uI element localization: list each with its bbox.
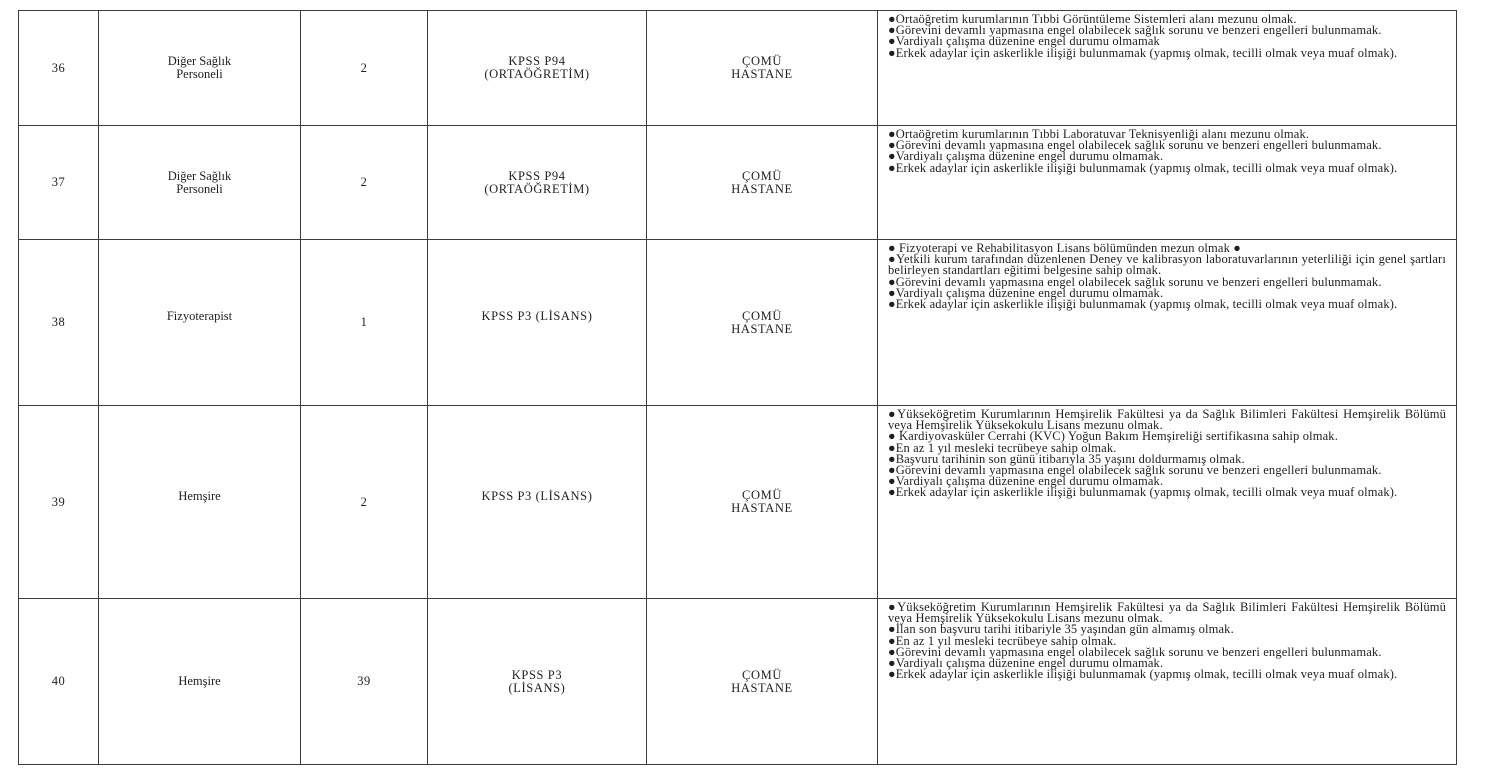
- position-title: [99, 126, 301, 240]
- requirement-item: ●Ortaöğretim kurumlarının Tıbbi Görüntüleme Sistemleri alanı mezunu olmak.: [888, 12, 1297, 26]
- position-count: 2: [301, 11, 428, 126]
- row-number: 38: [19, 240, 99, 406]
- requirement-item: ●Görevini devamlı yapmasına engel olabilecek sağlık sorunu ve benzeri engelleri bulunmamak.: [888, 463, 1382, 478]
- requirement-item: ●Görevini devamlı yapmasına engel olabilecek sağlık sorunu ve benzeri engelleri bulunmamak.: [888, 23, 1382, 38]
- position-title-line: Diğer Sağlık: [167, 168, 232, 183]
- requirements-cell: [878, 240, 1457, 406]
- row-number: 39: [19, 406, 99, 599]
- unit: [647, 406, 878, 599]
- exam-line: KPSS P94: [508, 54, 566, 68]
- unit: [647, 240, 878, 406]
- requirement-item: ●İlan son başvuru tarihi itibariyle 35 yaşından gün almamış olmak.: [888, 622, 1234, 637]
- requirement-item: ●Görevini devamlı yapmasına engel olabilecek sağlık sorunu ve benzeri engelleri bulunmamak.: [888, 644, 1382, 659]
- row-number: 37: [19, 126, 99, 240]
- row-number: 36: [19, 11, 99, 126]
- position-title-line: Diğer Sağlık: [167, 54, 232, 68]
- exam-line: KPSS P3: [511, 667, 563, 682]
- requirement-item: ●En az 1 yıl mesleki tecrübeye sahip olmak.: [888, 440, 1117, 455]
- positions-table: [18, 10, 1457, 765]
- unit-line: HASTANE: [731, 321, 793, 336]
- table-row: [19, 126, 1457, 240]
- requirement-item: ●Erkek adaylar için askerlikle ilişiği bulunmamak (yapmış olmak, tecilli olmak veya muaf olmak).: [888, 45, 1398, 60]
- exam-score-type: [428, 406, 647, 599]
- unit-line: HASTANE: [731, 680, 793, 695]
- requirement-item: ●Başvuru tarihinin son günü itibarıyla 35 yaşını doldurmamış olmak.: [888, 451, 1245, 466]
- requirement-item: ●Vardiyalı çalışma düzenine engel durumu olmamak.: [888, 474, 1164, 489]
- position-title-line: Fizyoterapist: [166, 309, 233, 323]
- requirement-item: ● Fizyoterapi ve Rehabilitasyon Lisans bölümünden mezun olmak ●: [888, 241, 1241, 255]
- unit: [647, 599, 878, 765]
- requirement-item: ●Vardiyalı çalışma düzenine engel durumu olmamak.: [888, 285, 1164, 300]
- requirement-item: ●Vardiyalı çalışma düzenine engel durumu olmamak.: [888, 656, 1164, 671]
- unit-line: ÇOMÜ: [742, 54, 782, 68]
- exam-score-type: [428, 599, 647, 765]
- table-row: [19, 11, 1457, 126]
- unit-line: HASTANE: [731, 181, 793, 196]
- requirements-cell: [878, 406, 1457, 599]
- requirement-item: ●Görevini devamlı yapmasına engel olabilecek sağlık sorunu ve benzeri engelleri bulunmamak.: [888, 274, 1382, 289]
- exam-score-type: [428, 240, 647, 406]
- requirement-item: ●Vardiyalı çalışma düzenine engel durumu olmamak.: [888, 149, 1164, 164]
- requirement-item: ●Erkek adaylar için askerlikle ilişiği bulunmamak (yapmış olmak, tecilli olmak veya muaf olmak).: [888, 667, 1398, 682]
- position-title: [99, 406, 301, 599]
- exam-line: KPSS P94: [508, 168, 566, 183]
- requirement-item: ●Yükseköğretim Kurumlarının Hemşirelik Fakültesi ya da Sağlık Bilimleri Fakültesi Hemşirelik Bölümü veya Hemşirelik Yüksekokulu Lisans mezunu olmak.: [888, 407, 1446, 433]
- position-title: [99, 240, 301, 406]
- table-row: [19, 599, 1457, 765]
- requirement-item: ●Görevini devamlı yapmasına engel olabilecek sağlık sorunu ve benzeri engelleri bulunmamak.: [888, 138, 1382, 153]
- unit-line: HASTANE: [731, 501, 793, 515]
- requirement-item: ● Kardiyovasküler Cerrahi (KVC) Yoğun Bakım Hemşireliği sertifikasına sahip olmak.: [888, 429, 1338, 444]
- position-count: 1: [301, 240, 428, 406]
- exam-score-type: [428, 11, 647, 126]
- exam-score-type: [428, 126, 647, 240]
- position-title-line: Personeli: [176, 181, 223, 196]
- requirements-cell: [878, 126, 1457, 240]
- exam-line: KPSS P3 (LİSANS): [481, 309, 593, 323]
- row-number: 40: [19, 599, 99, 765]
- table-row: [19, 406, 1457, 599]
- exam-line: (LİSANS): [508, 680, 566, 695]
- position-count: 2: [301, 406, 428, 599]
- position-title-line: Hemşire: [178, 674, 221, 688]
- requirement-item: ●Erkek adaylar için askerlikle ilişiği bulunmamak (yapmış olmak, tecilli olmak veya muaf olmak).: [888, 297, 1398, 312]
- document-page: [18, 10, 1456, 766]
- exam-line: (ORTAÖĞRETİM): [484, 181, 590, 196]
- exam-line: KPSS P3 (LİSANS): [481, 489, 593, 503]
- position-title: [99, 11, 301, 126]
- requirement-item: ●En az 1 yıl mesleki tecrübeye sahip olmak.: [888, 633, 1117, 648]
- exam-line: (ORTAÖĞRETİM): [484, 67, 590, 81]
- position-title: [99, 599, 301, 765]
- requirement-item: ●Yetkili kurum tarafından düzenlenen Deney ve kalibrasyon laboratuvarlarının yeterliliği için genel şartları belirleyen standartları eğitimi belgesine sahip olmak.: [888, 252, 1446, 278]
- unit: [647, 11, 878, 126]
- requirement-item: ●Vardiyalı çalışma düzenine engel durumu olmamak: [888, 34, 1160, 49]
- requirement-item: ●Erkek adaylar için askerlikle ilişiği bulunmamak (yapmış olmak, tecilli olmak veya muaf olmak).: [888, 160, 1398, 175]
- position-count: 2: [301, 126, 428, 240]
- unit-line: ÇOMÜ: [742, 667, 782, 682]
- position-title-line: Hemşire: [178, 489, 221, 503]
- requirement-item: ●Ortaöğretim kurumlarının Tıbbi Laboratuvar Teknisyenliği alanı mezunu olmak.: [888, 127, 1310, 141]
- unit-line: ÇOMÜ: [742, 308, 782, 323]
- position-title-line: Personeli: [176, 67, 223, 81]
- position-count: 39: [301, 599, 428, 765]
- table-row: [19, 240, 1457, 406]
- requirements-cell: [878, 11, 1457, 126]
- requirement-item: ●Yükseköğretim Kurumlarının Hemşirelik Fakültesi ya da Sağlık Bilimleri Fakültesi Hemşirelik Bölümü veya Hemşirelik Yüksekokulu Lisans mezunu olmak.: [888, 600, 1446, 626]
- unit-line: HASTANE: [731, 67, 793, 81]
- unit-line: ÇOMÜ: [742, 488, 782, 502]
- unit: [647, 126, 878, 240]
- unit-line: ÇOMÜ: [742, 168, 782, 183]
- requirement-item: ●Erkek adaylar için askerlikle ilişiği bulunmamak (yapmış olmak, tecilli olmak veya muaf olmak).: [888, 485, 1398, 500]
- requirements-cell: [878, 599, 1457, 765]
